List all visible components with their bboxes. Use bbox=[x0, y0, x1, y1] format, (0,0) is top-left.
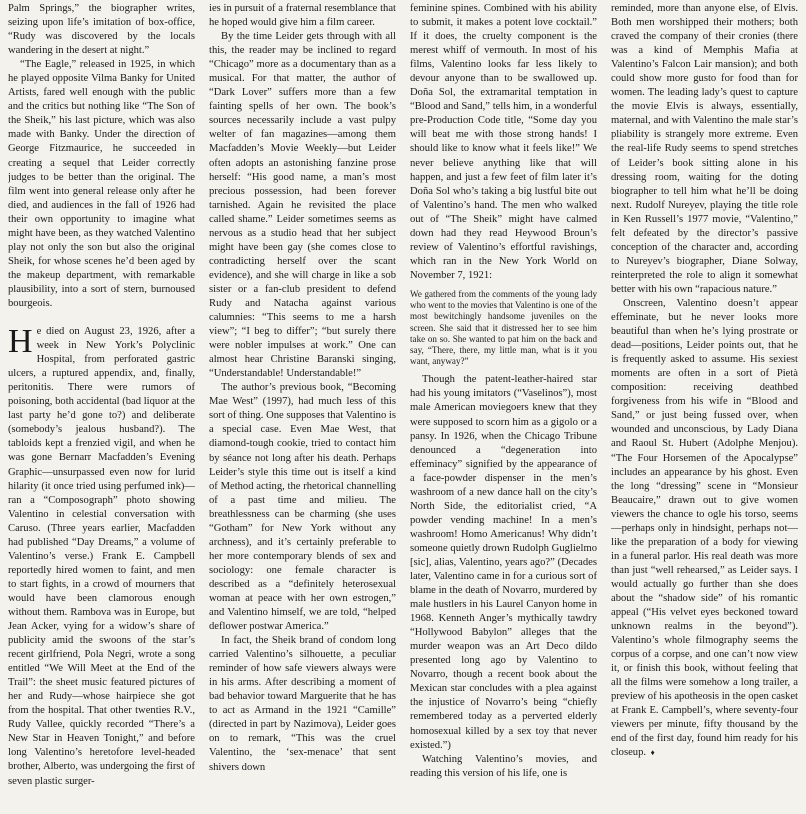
paragraph-imitators: Though the patent-leather-haired star had his young imitators (“Vaselinos”), most male American moviegoers knew that they were supposed to scorn him as a gigolo or a pansy. In 1926, when the Chicago Tribune denounced a “degeneration into effeminacy” signified by the appearance of a face-powder dispenser in the men’s washroom of a new dance hall on the city’s North Side, the editorialist cried, “A powder vending machine! In a men’s washroom! Homo Americanus! Why didn’t someone quietly drown Rudolph Guglielmo [sic], alias, Valentino, years ago?” (Decades later, Valentino came in for a curious sort of blame in the death of Novarro, murdered by male hustlers in his Laurel Canyon home in 1968. Kenneth Anger’s mythically tawdry “Hollywood Babylon” alleges that the murder weapon was an Art Deco dildo presented long ago by Valentino to Novarro, though a recent book about the Mexican star concludes with a plea against the injustice of Novarro’s being “chiefly remembered today as a perverted elderly homosexual killed by a sex toy that never existed.”) bbox=[410, 374, 597, 751]
end-mark-diamond-icon: ♦ bbox=[650, 748, 655, 758]
paragraph-onscreen-text: Onscreen, Valentino doesn’t appear effeminate, but he never looks more beautiful than when he’s lying prostrate or dead—positions, Leider points out, that he is frequently asked to assume. His sexiest moments are often in a sort of Pietà composition: receiving deathbed forgiveness from his wife in “Blood and Sand,” or just being fussed over, when wounded and unconscious, by Lady Diana and Raoul St. Hubert (Adolphe Menjou). “The Four Horsemen of the Apocalypse” includes an appearance by his ghost. Even the long “dressing” scene in “Monsieur Beaucaire,” drawn out to give women viewers the chance to ogle his torso, seems—perhaps only in hindsight, perhaps not—like the preparation of a body for viewing in a funeral parlor. His real death was more than just “well rehearsed,” as Leider says. I would actually go further than she does about the “shadow side” of his romantic appeal (“His velvet eyes beckoned toward unknown realms in the beyond”). Valentino’s whole filmography seems the corpus of a corpse, and one can’t now view it, or finish this book, without feeling that all the films were somehow a long trailer, a preview of his apotheosis in the open casket at Frank E. Campbell’s, where seventy-four viewers per minute, fifty thousand by the end of the first day, found him ready for his closeup. bbox=[611, 297, 798, 759]
paragraph-leider-style: By the time Leider gets through with all this, the reader may be inclined to regard “Chicago” more as a documentary than as a musical. For that matter, the author of “Dark Lover” suffers more than a few fainting spells of her own. The book’s sources necessarily include a vast pulpy welter of fan magazines—among them Macfadden’s Movie Weekly—but Leider often adopts an astonishing fanzine prose herself: “His good name, a man’s most precious possession, had been forever tarnished. Again he revisited the place called shame.” Leider sometimes seems as nervous as a studio head that her subject might have been gay (she comes close to contradicting herself over the scant evidence), and she will charge in like a sob sister or a fan-club president to defend Rudy and Natacha against various calumnies: “This seems to me a harsh view”; “I beg to differ”; “but surely there were nobler impulses at work.” One can almost hear Christine Baranski singing, “Understandable! Understandable!” bbox=[209, 31, 396, 380]
paragraph-onscreen bbox=[611, 297, 798, 761]
paragraph-sheik-brand: In fact, the Sheik brand of condom long carried Valentino’s silhouette, a peculiar reminder of how safe viewers always were in his arms. After describing a moment of bad behavior toward Marguerite that he has to act as Armand in the 1921 “Camille” (directed in part by Nazimova), Leider goes on to remark, “This was the cruel Valentino, the ‘sex-menace’ that sent shivers down bbox=[209, 635, 396, 773]
drop-cap: H bbox=[8, 323, 33, 361]
paragraph-continuation: ies in pursuit of a fraternal resemblance that he hoped would give him a film career. bbox=[209, 3, 396, 29]
article-column-4 bbox=[611, 2, 798, 814]
article-column-2 bbox=[209, 2, 396, 814]
paragraph-watching: Watching Valentino’s movies, and reading this version of his life, one is bbox=[410, 753, 597, 779]
article-column-1 bbox=[8, 2, 195, 814]
article-column-3 bbox=[410, 2, 597, 814]
paragraph-previous-book: The author’s previous book, “Becoming Mae West” (1997), had much less of this sort of thing. One supposes that Valentino is a special case. Even Mae West, that diamond-tough cookie, tried to contact him by séance not long after his death. Perhaps Leider’s style this time out is itself a kind of Method acting, the rhetorical channelling of a past time and milieu. The breathlessness can be charming (she uses “Gotham” for New York without any archness), and it’s certainly preferable to her more contemporary blends of sex and sociology: one female character is described as a “definitely heterosexual woman at peace with her own estrogen,” and Valentino himself, we are told, “helped deflower postwar America.” bbox=[209, 382, 396, 633]
paragraph-death bbox=[8, 325, 195, 789]
paragraph-continuation: reminded, more than anyone else, of Elvis. Both men worshipped their mothers; both craved the company of their cronies (there was a kind of Memphis Mafia at Valentino’s Falcon Lair mansion); and both could show more gusto for food than for women. The leading lady’s quest to capture the movie Elvis is always, essentially, maternal, and with Valentino the male star’s pliability is strangely more extreme. Even the real-life Rudy seems to spend stretches of Leider’s book sitting alone in his dressing room, waiting for the doting biographer to tell him what he’ll be doing next. Rudolf Nureyev, playing the title role in Ken Russell’s 1977 movie, “Valentino,” felt defeated by the director’s passive conception of the character and, according to Nureyev’s biographer, Diane Solway, reinterpreted the role to align it somewhat better with his own “rapacious nature.” bbox=[611, 3, 798, 295]
block-quote: We gathered from the comments of the young lady who went to the movies that Valentino is one of the most bewitchingly handsome juveniles on the screen. She said that it distressed her to see him take on so. She wanted to pat him on the back and say, “There, there, my little man, what is it you want, anyway?” bbox=[410, 288, 597, 367]
paragraph-death-text: e died on August 23, 1926, after a week in New York’s Polyclinic Hospital, from perforated gastric ulcers, a ruptured appendix, and, finally, peritonitis. There were rumors of poisoning, both accidental (bad liquor at the last party he’d gone to?) and deliberate (somebody’s jealous husband?). The tabloids kept a frenzied vigil, and when he was gone Bernarr Macfadden’s Evening Graphic—unsurpassed even now for lurid hilarity (it once tried using perfumed ink)—ran a “Composograph” photo showing Valentino in celestial conversation with Caruso. (Three years earlier, Macfadden had published “Day Dreams,” a volume of Valentino’s verse.) Frank E. Campbell reportedly hired women to faint, and men to start fights, in a crowd of mourners that would have been clamorous enough without them. Rambova was in Europe, but Jean Acker, vying for a widow’s share of publicity amid the swoons of the star’s recent girlfriend, Pola Negri, wrote a song entitled “We Will Meet at the End of the Trail”: the sheet music featured pictures of her and Rudy—whose hairpiece she got from the hospital. That other twenties R.V., Rudy Vallee, quickly recorded “There’s a New Star in Heaven Tonight,” and before long Valentino’s heretofore level-headed brother, Alberto, was undergoing the first of seven plastic surger- bbox=[8, 326, 195, 787]
paragraph-continuation: feminine spines. Combined with his ability to submit, it makes a potent love cocktail.” If it does, the cruelty component is the merest whiff of vermouth. In most of his films, Valentino looks far less likely to devour anyone than to be swallowed up. Doña Sol, the extramarital temptation in “Blood and Sand,” tells him, in a wonderful pre-Production Code title, “Some day you will beat me with those strong hands! I should like to know what it feels like!” We never believe anything like that will happen, and just a few feet of film later it’s Doña Sol who’s taking a big lustful bite out of Valentino’s hand. The men who walked out of “The Sheik” might have calmed down had they read Heywood Broun’s review of Valentino’s effortful ravishings, which ran in the New York World on November 7, 1921: bbox=[410, 3, 597, 281]
paragraph-the-eagle: “The Eagle,” released in 1925, in which he played opposite Vilma Banky for United Artists, fared well enough with the public and the critics but nothing like “The Son of the Sheik,” his last picture, which was also made with Banky. Under the direction of George Fitzmaurice, he succeeded in creating a sequel that Leider correctly judges to be better than the original. The film went into general release only after he died, and audiences in the fall of 1926 had their own opportunity to imagine what might have been, as they watched Valentino play not only the son but also the original Sheik, for whose scenes he’d been aged by the makeup department, with remarkable plausibility, into a sort of stern, burnoused bourgeois. bbox=[8, 59, 195, 309]
paragraph-continuation: Palm Springs,” the biographer writes, seizing upon life’s imitation of box-office, “Rudy was discovered by the locals wandering in the desert at night.” bbox=[8, 3, 195, 57]
